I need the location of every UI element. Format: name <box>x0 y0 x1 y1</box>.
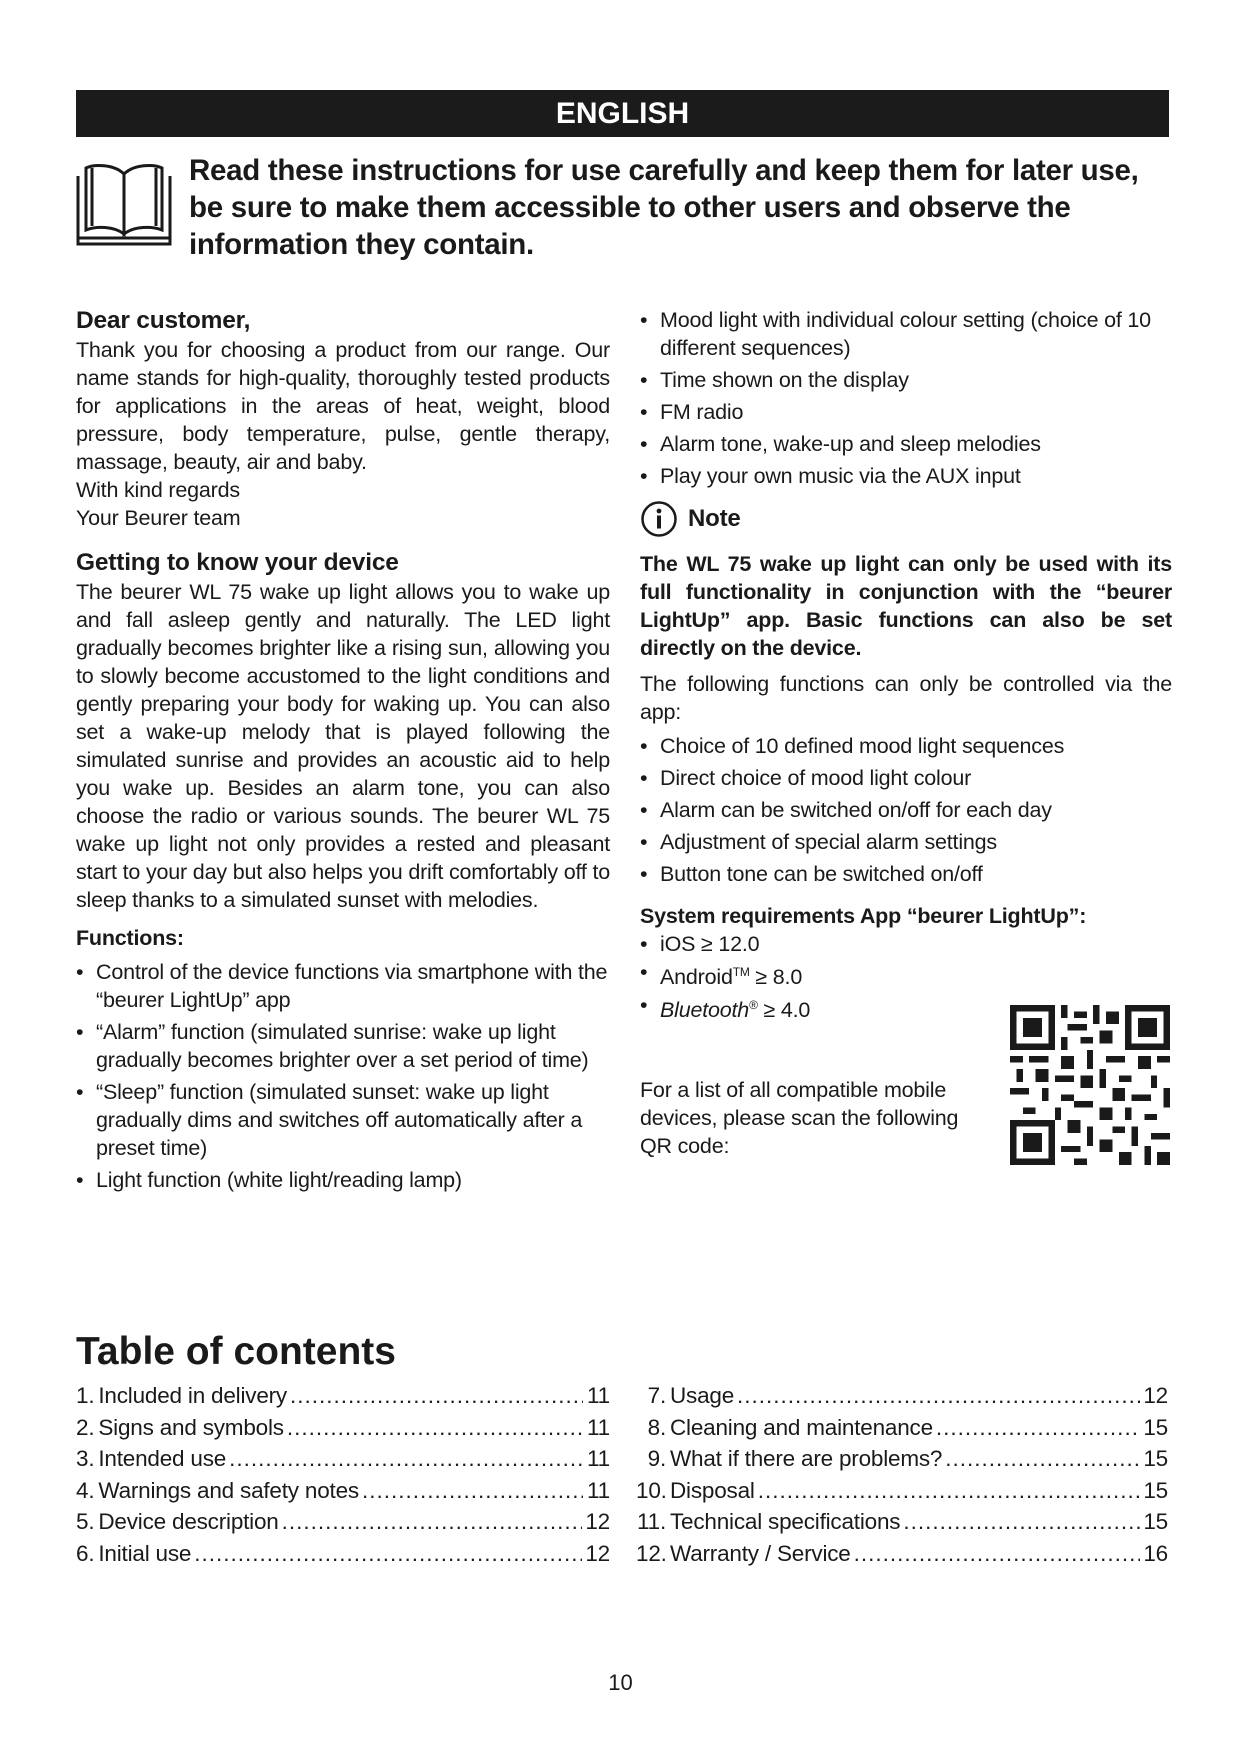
note-header <box>640 500 1172 538</box>
intro-notice: Read these instructions for use carefully and keep them for later use, be sure to make them accessible to other users and observe the information they contain. <box>189 154 1139 261</box>
app-functions-list <box>640 732 1172 888</box>
qr-instruction: For a list of all compatible mobile devices, please scan the following QR code: <box>640 1078 959 1159</box>
functions-heading: Functions: <box>76 926 184 950</box>
list-item: • Alarm tone, wake-up and sleep melodies <box>640 430 1172 458</box>
functions-list-continued <box>640 306 1172 490</box>
bluetooth-name: Bluetooth <box>660 998 750 1023</box>
toc-number: 7. <box>647 1383 666 1408</box>
left-column <box>76 306 610 1198</box>
app-functions-intro: The following functions can only be controlled via the app: <box>640 672 1172 724</box>
toc-label: Initial use <box>98 1540 192 1566</box>
list-item: • iOS ≥ 12.0 <box>640 930 1172 958</box>
list-item: • Time shown on the display <box>640 366 1172 394</box>
toc-page: 12 <box>585 1509 610 1534</box>
device-body: The beurer WL 75 wake up light allows you to wake up and fall asleep gently and naturally. The LED light gradually becomes brighter like a rising sun, allowing you to slowly become accustomed to the light conditions and gently preparing your body for waking up. You can also set a wake-up melody that is played following the simulated sunrise and provides an acoustic aid to help you wake up. Besides an alarm tone, you can also choose the radio or various sounds. The beurer WL 75 wake up light not only provides a rested and pleasant start to your day but also helps you drift comfortably off to sleep thanks to a simulated sunset with melodies. <box>76 580 610 912</box>
bluetooth-version: ≥ 4.0 <box>757 998 811 1023</box>
list-item <box>640 958 1172 991</box>
toc-page: 11 <box>587 1446 610 1471</box>
toc-number: 4. <box>76 1477 95 1503</box>
toc-page: 11 <box>587 1383 610 1408</box>
toc-label: Device description <box>98 1509 279 1534</box>
toc-number: 6. <box>76 1540 95 1566</box>
toc-page: 12 <box>585 1540 610 1566</box>
toc-entry[interactable] <box>636 1380 1168 1412</box>
note-title: Note <box>688 505 741 532</box>
trademark-mark: TM <box>732 965 750 979</box>
list-item: • Choice of 10 defined mood light sequences <box>640 732 1172 760</box>
list-item: • Alarm can be switched on/off for each day <box>640 796 1172 824</box>
toc-number: 1. <box>76 1383 95 1408</box>
customer-body: Thank you for choosing a product from our range. Our name stands for high-quality, thoroughly tested products for applications in the areas of heat, weight, blood pressure, body temperature, pulse, gentle therapy, massage, beauty, air and baby. <box>76 338 610 474</box>
toc-label: Included in delivery <box>98 1383 287 1408</box>
toc-page: 11 <box>587 1414 610 1440</box>
customer-heading: Dear customer, <box>76 307 251 334</box>
toc-entry[interactable] <box>76 1475 610 1507</box>
toc-number: 11. <box>636 1509 666 1534</box>
toc-page: 16 <box>1143 1540 1168 1566</box>
toc-label: Signs and symbols <box>98 1414 284 1440</box>
toc-number: 3. <box>76 1446 95 1471</box>
toc-right-column <box>636 1380 1168 1569</box>
toc-title: Table of contents <box>76 1330 396 1373</box>
toc-number: 12. <box>636 1540 667 1566</box>
toc-entry[interactable] <box>76 1412 610 1444</box>
list-item: • “Alarm” function (simulated sunrise: wake up light gradually becomes brighter over a set period of time) <box>76 1018 610 1074</box>
toc-label: Disposal <box>670 1477 755 1503</box>
list-item: • Button tone can be switched on/off <box>640 860 1172 888</box>
list-item: • Direct choice of mood light colour <box>640 764 1172 792</box>
regards-line: With kind regards <box>76 478 240 502</box>
toc-label: Usage <box>670 1383 735 1408</box>
toc-page: 11 <box>587 1477 610 1503</box>
requirements-heading: System requirements App “beurer LightUp”: <box>640 904 1087 928</box>
functions-list <box>76 958 610 1194</box>
toc-label: Warnings and safety notes <box>98 1477 359 1503</box>
toc-page: 15 <box>1143 1509 1168 1534</box>
toc-entry[interactable] <box>636 1412 1168 1444</box>
toc-entry[interactable] <box>636 1506 1168 1538</box>
toc-number: 2. <box>76 1414 95 1440</box>
toc-page: 15 <box>1143 1414 1168 1440</box>
list-item: • Mood light with individual colour setting (choice of 10 different sequences) <box>640 306 1172 362</box>
toc-label: Intended use <box>98 1446 227 1471</box>
toc-entry[interactable] <box>76 1380 610 1412</box>
list-item: • Control of the device functions via smartphone with the “beurer LightUp” app <box>76 958 610 1014</box>
toc-entry[interactable] <box>636 1475 1168 1507</box>
toc-entry[interactable] <box>636 1443 1168 1475</box>
toc-left-column <box>76 1380 610 1569</box>
android-version: ≥ 8.0 <box>749 965 803 990</box>
toc-label: Cleaning and maintenance <box>670 1414 933 1440</box>
toc-page: 15 <box>1143 1446 1168 1471</box>
toc-label: What if there are problems? <box>670 1446 943 1471</box>
android-name: Android <box>660 965 733 990</box>
info-icon <box>640 500 678 538</box>
list-item: • Light function (white light/reading lamp) <box>76 1166 610 1194</box>
list-item: • FM radio <box>640 398 1172 426</box>
registered-mark: ® <box>749 998 758 1013</box>
list-item: • Adjustment of special alarm settings <box>640 828 1172 856</box>
toc-entry[interactable] <box>76 1443 610 1475</box>
toc-number: 10. <box>636 1477 667 1503</box>
toc-label: Technical specifications <box>670 1509 901 1534</box>
open-book-icon <box>76 160 172 250</box>
toc-number: 5. <box>76 1509 95 1534</box>
toc-entry[interactable] <box>76 1506 610 1538</box>
qr-code-icon[interactable] <box>1010 1005 1170 1165</box>
note-body: The WL 75 wake up light can only be used with its full functionality in conjunction with the “beurer LightUp” app. Basic functions can also be set directly on the device. <box>640 552 1172 660</box>
language-banner: ENGLISH <box>76 90 1169 137</box>
page-number: 10 <box>608 1670 633 1695</box>
toc-page: 12 <box>1143 1383 1168 1408</box>
toc-entry[interactable] <box>636 1538 1168 1570</box>
list-item: • Play your own music via the AUX input <box>640 462 1172 490</box>
toc-page: 15 <box>1143 1477 1168 1503</box>
toc-entry[interactable] <box>76 1538 610 1570</box>
toc-number: 9. <box>647 1446 666 1471</box>
toc-number: 8. <box>647 1414 666 1440</box>
team-line: Your Beurer team <box>76 506 241 530</box>
toc-label: Warranty / Service <box>670 1540 851 1566</box>
list-item: • “Sleep” function (simulated sunset: wake up light gradually dims and switches off automatically after a preset time) <box>76 1078 610 1162</box>
device-heading: Getting to know your device <box>76 549 399 576</box>
